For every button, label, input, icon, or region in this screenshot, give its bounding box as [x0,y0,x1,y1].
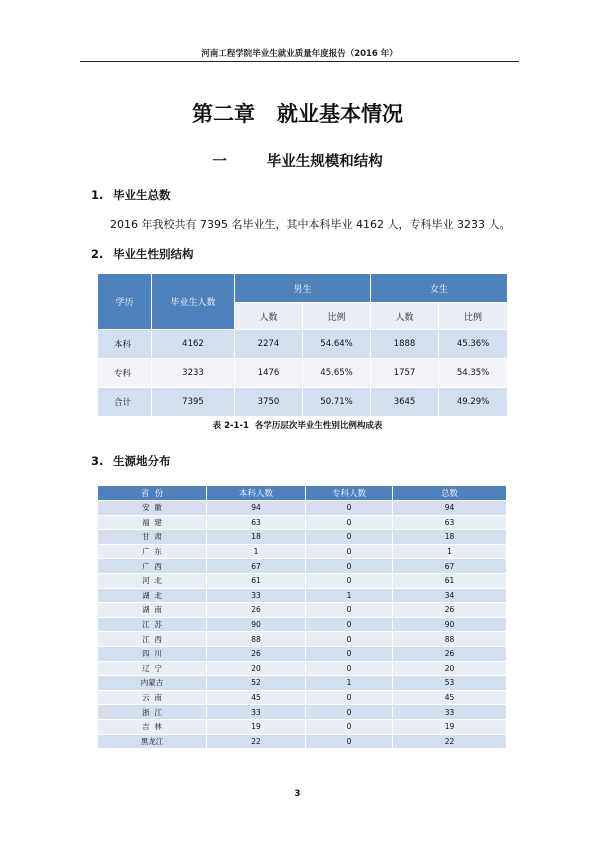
col-header-female-count: 人数 [371,303,439,330]
col-header-total: 毕业生人数 [152,274,235,330]
cell-province: 广 东 [98,544,207,559]
table-row [98,632,507,647]
cell-province: 福 建 [98,515,207,530]
table-row [98,705,507,720]
cell-male-count: 2274 [235,330,303,359]
cell-province: 安 徽 [98,501,207,516]
cell-province: 吉 林 [98,719,207,734]
subheading-origin [91,453,171,469]
cell-sum: 90 [393,617,507,632]
cell-undergrad: 18 [207,530,306,545]
cell-province: 江 苏 [98,617,207,632]
cell-junior: 0 [306,573,393,588]
cell-sum: 63 [393,515,507,530]
table-caption: 表 2-1-1 各学历层次毕业生性别比例构成表 [212,421,383,431]
cell-junior: 0 [306,530,393,545]
cell-undergrad: 45 [207,690,306,705]
origin-table [97,485,507,749]
cell-province: 黑龙江 [98,734,207,749]
cell-junior: 0 [306,501,393,516]
cell-undergrad: 61 [207,573,306,588]
table-row [98,573,507,588]
table-row [98,559,507,574]
cell-province: 甘 肃 [98,530,207,545]
table-row [98,359,508,388]
cell-undergrad: 22 [207,734,306,749]
cell-total: 3233 [152,359,235,388]
cell-female-count: 1888 [371,330,439,359]
subheading-gender [91,246,194,262]
summary-paragraph: 2016 年我校共有 7395 名毕业生，其中本科毕业 4162 人，专科毕业 3233 人。 [110,218,511,231]
cell-undergrad: 26 [207,603,306,618]
table-row [98,690,507,705]
cell-undergrad: 20 [207,661,306,676]
cell-junior: 0 [306,632,393,647]
cell-undergrad: 63 [207,515,306,530]
cell-undergrad: 94 [207,501,306,516]
table-row [98,588,507,603]
cell-male-ratio: 45.65% [303,359,371,388]
cell-province: 云 南 [98,690,207,705]
cell-edu: 本科 [98,330,152,359]
page-number: 3 [294,789,301,799]
cell-sum: 26 [393,646,507,661]
cell-female-count: 1757 [371,359,439,388]
table-row [98,603,507,618]
table-row [98,617,507,632]
cell-sum: 20 [393,661,507,676]
cell-junior: 0 [306,690,393,705]
table-row [98,388,508,417]
cell-junior: 0 [306,515,393,530]
cell-junior: 0 [306,617,393,632]
cell-undergrad: 1 [207,544,306,559]
col-header-female: 女生 [371,274,508,303]
table-row [98,530,507,545]
cell-junior: 0 [306,661,393,676]
cell-sum: 33 [393,705,507,720]
cell-edu: 合计 [98,388,152,417]
cell-undergrad: 33 [207,705,306,720]
cell-province: 浙 江 [98,705,207,720]
cell-female-ratio: 54.35% [439,359,508,388]
cell-junior: 0 [306,646,393,661]
table-row [98,501,507,516]
cell-sum: 34 [393,588,507,603]
cell-male-ratio: 54.64% [303,330,371,359]
table-row [98,676,507,691]
table-row [98,515,507,530]
cell-sum: 26 [393,603,507,618]
col-header-undergrad: 本科人数 [207,486,306,501]
cell-undergrad: 67 [207,559,306,574]
cell-sum: 88 [393,632,507,647]
cell-province: 湖 北 [98,588,207,603]
cell-province: 江 西 [98,632,207,647]
subheading-title: 毕业生总数 [113,188,171,202]
subheading-number: 1. [91,188,104,202]
cell-sum: 19 [393,719,507,734]
subheading-total [91,187,171,203]
subheading-title: 毕业生性别结构 [113,247,194,261]
table-row [98,661,507,676]
cell-male-count: 3750 [235,388,303,417]
gender-table [97,273,508,417]
cell-province: 湖 南 [98,603,207,618]
section-number: 一 [212,154,227,170]
cell-junior: 0 [306,544,393,559]
cell-undergrad: 19 [207,719,306,734]
col-header-male-ratio: 比例 [303,303,371,330]
chapter-title: 第二章 就业基本情况 [192,102,403,126]
cell-sum: 45 [393,690,507,705]
section-heading [0,150,595,171]
cell-male-count: 1476 [235,359,303,388]
subheading-number: 2. [91,247,104,261]
cell-undergrad: 26 [207,646,306,661]
cell-province: 辽 宁 [98,661,207,676]
cell-province: 内蒙古 [98,676,207,691]
cell-total: 7395 [152,388,235,417]
table-row [98,719,507,734]
cell-undergrad: 52 [207,676,306,691]
col-header-junior: 专科人数 [306,486,393,501]
col-header-sum: 总数 [393,486,507,501]
cell-male-ratio: 50.71% [303,388,371,417]
section-title: 毕业生规模和结构 [266,154,383,170]
subheading-number: 3. [91,454,104,468]
cell-sum: 67 [393,559,507,574]
cell-female-ratio: 45.36% [439,330,508,359]
cell-sum: 53 [393,676,507,691]
cell-undergrad: 90 [207,617,306,632]
cell-province: 广 西 [98,559,207,574]
cell-province: 四 川 [98,646,207,661]
table-row [98,330,508,359]
cell-junior: 0 [306,603,393,618]
col-header-male-count: 人数 [235,303,303,330]
cell-total: 4162 [152,330,235,359]
cell-undergrad: 88 [207,632,306,647]
cell-edu: 专科 [98,359,152,388]
col-header-male: 男生 [235,274,371,303]
subheading-title: 生源地分布 [113,454,171,468]
col-header-edu: 学历 [98,274,152,330]
col-header-female-ratio: 比例 [439,303,508,330]
table-row [98,544,507,559]
cell-sum: 18 [393,530,507,545]
cell-female-count: 3645 [371,388,439,417]
cell-junior: 1 [306,676,393,691]
table-row [98,646,507,661]
cell-junior: 1 [306,588,393,603]
header-rule [80,61,519,62]
cell-female-ratio: 49.29% [439,388,508,417]
cell-sum: 61 [393,573,507,588]
cell-province: 河 北 [98,573,207,588]
cell-sum: 94 [393,501,507,516]
col-header-province: 省 份 [98,486,207,501]
cell-undergrad: 33 [207,588,306,603]
origin-table-body [98,501,507,749]
cell-junior: 0 [306,719,393,734]
cell-junior: 0 [306,705,393,720]
running-header: 河南工程学院毕业生就业质量年度报告（2016 年） [201,49,398,59]
table-row [98,734,507,749]
cell-sum: 1 [393,544,507,559]
cell-junior: 0 [306,559,393,574]
cell-sum: 22 [393,734,507,749]
cell-junior: 0 [306,734,393,749]
